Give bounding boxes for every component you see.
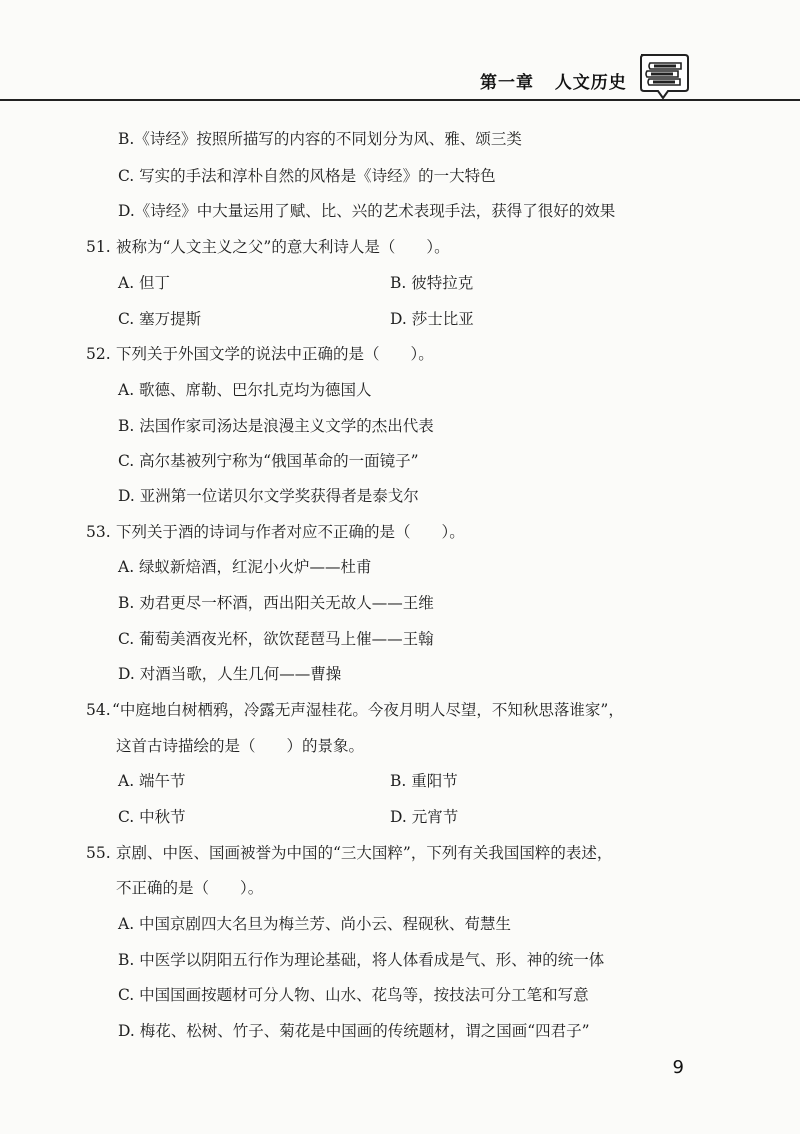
continuation-option-d: D.《诗经》中大量运用了赋、比、兴的艺术表现手法，获得了很好的效果 bbox=[118, 202, 616, 220]
question-52-option-d: D. 亚洲第一位诺贝尔文学奖获得者是泰戈尔 bbox=[118, 487, 419, 505]
question-55-option-c: C. 中国国画按题材可分人物、山水、花鸟等，按技法可分工笔和写意 bbox=[118, 986, 589, 1004]
question-51-number: 51. bbox=[86, 238, 111, 256]
question-53-stem: 下列关于酒的诗词与作者对应不正确的是（ ）。 bbox=[116, 523, 465, 541]
question-55-number: 55. bbox=[86, 844, 111, 862]
question-53-number: 53. bbox=[86, 523, 111, 541]
question-55-stem-line-1: 京剧、中医、国画被誉为中国的“三大国粹”，下列有关我国国粹的表述， bbox=[116, 844, 613, 862]
question-54-number: 54. bbox=[86, 701, 111, 719]
chapter-heading bbox=[480, 68, 627, 93]
question-54-option-b: B. 重阳节 bbox=[390, 772, 458, 790]
question-51-option-d: D. 莎士比亚 bbox=[390, 310, 474, 328]
question-51-stem: 被称为“人文主义之父”的意大利诗人是（ ）。 bbox=[116, 238, 450, 256]
section-label: 人文历史 bbox=[554, 73, 627, 93]
continuation-option-b: B.《诗经》按照所描写的内容的不同划分为风、雅、颂三类 bbox=[118, 130, 522, 148]
question-53-option-c: C. 葡萄美酒夜光杯，欲饮琵琶马上催——王翰 bbox=[118, 630, 434, 648]
question-54-option-d: D. 元宵节 bbox=[390, 808, 459, 826]
question-53-option-d: D. 对酒当歌，人生几何——曹操 bbox=[118, 665, 342, 683]
question-52-option-c: C. 高尔基被列宁称为“俄国革命的一面镜子” bbox=[118, 452, 419, 470]
question-54-option-c: C. 中秋节 bbox=[118, 808, 186, 826]
question-55-option-b: B. 中医学以阴阳五行作为理论基础，将人体看成是气、形、神的统一体 bbox=[118, 951, 605, 969]
question-52-option-a: A. 歌德、席勒、巴尔扎克均为德国人 bbox=[118, 381, 372, 399]
continuation-option-c: C. 写实的手法和淳朴自然的风格是《诗经》的一大特色 bbox=[118, 167, 496, 185]
page-number: 9 bbox=[672, 1057, 684, 1078]
chapter-label: 第一章 bbox=[480, 73, 534, 93]
question-55-option-d: D. 梅花、松树、竹子、菊花是中国画的传统题材，谓之国画“四君子” bbox=[118, 1022, 590, 1040]
question-54-option-a: A. 端午节 bbox=[118, 772, 186, 790]
question-52-option-b: B. 法国作家司汤达是浪漫主义文学的杰出代表 bbox=[118, 417, 434, 435]
question-53-option-a: A. 绿蚁新焙酒，红泥小火炉——杜甫 bbox=[118, 558, 372, 576]
question-54-stem-line-1: “中庭地白树栖鸦，冷露无声湿桂花。今夜月明人尽望，不知秋思落谁家”， bbox=[112, 701, 624, 719]
question-51-option-c: C. 塞万提斯 bbox=[118, 310, 202, 328]
question-52-number: 52. bbox=[86, 345, 111, 363]
question-51-option-b: B. 彼特拉克 bbox=[390, 274, 474, 292]
question-55-stem-line-2: 不正确的是（ ）。 bbox=[116, 879, 264, 897]
question-52-stem: 下列关于外国文学的说法中正确的是（ ）。 bbox=[116, 345, 434, 363]
question-54-stem-line-2: 这首古诗描绘的是（ ）的景象。 bbox=[116, 737, 365, 755]
question-55-option-a: A. 中国京剧四大名旦为梅兰芳、尚小云、程砚秋、荀慧生 bbox=[118, 915, 512, 933]
question-51-option-a: A. 但丁 bbox=[118, 274, 171, 292]
header-rule bbox=[0, 99, 800, 101]
question-53-option-b: B. 劝君更尽一杯酒，西出阳关无故人——王维 bbox=[118, 594, 434, 612]
